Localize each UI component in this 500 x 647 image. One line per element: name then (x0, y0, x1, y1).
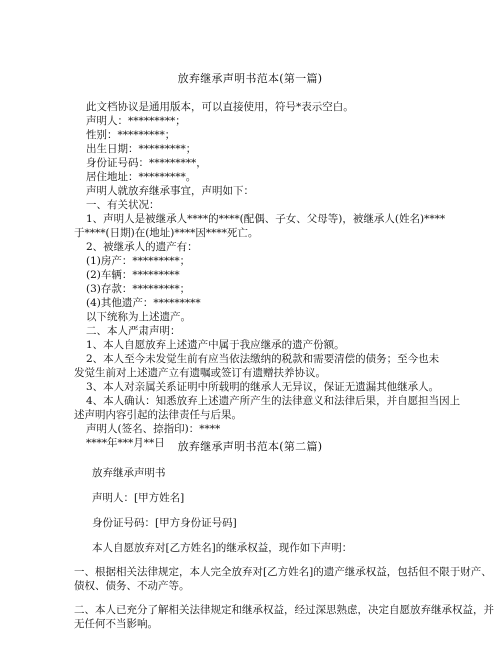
declaration-1: 1、本人自愿放弃上述遗产中属于我应继承的遗产份额。 (86, 339, 345, 351)
field-birthdate: 出生日期：*********； (86, 143, 197, 155)
doc1-title: 放弃继承声明书范本(第一篇) (177, 72, 323, 85)
doc2-heading: 放弃继承声明书 (92, 467, 166, 479)
declaration-3: 3、本人对亲属关系证明中所载明的继承人无异议，保证无遗漏其他继承人。 (86, 381, 440, 393)
field-gender: 性别：*********； (86, 129, 176, 141)
doc1-statement: 声明人就放弃继承事宜，声明如下： (86, 185, 254, 197)
section2-title: 二、本人严肃声明： (86, 325, 181, 337)
item1-continuation: 于****(日期)在(地址)****因****死亡。 (74, 227, 259, 239)
asset-house: (1)房产：*********； (86, 255, 191, 267)
asset-vehicle: (2)车辆：********* (86, 269, 180, 281)
item1-text: 1、声明人是被继承人****的****(配偶、子女、父母等)，被继承人(姓名)**** (86, 213, 446, 225)
declaration-2: 2、本人至今未发觉生前有应当依法缴纳的税款和需要清偿的债务；至今也未 (86, 353, 440, 365)
section1-title: 一、有关状况： (86, 199, 160, 211)
doc2-paragraph-1: 一、根据相关法律规定，本人完全放弃对[乙方姓名]的遗产继承权益，包括但不限于财产、债权、债务、不动产等。 (74, 566, 492, 592)
hereafter-note: 以下统称为上述遗产。 (86, 311, 191, 323)
date-line: ****年***月**日 (86, 437, 165, 449)
doc1-intro: 此文档协议是通用版本，可以直接使用，符号*表示空白。 (86, 101, 354, 113)
doc2-intro: 本人自愿放弃对[乙方姓名]的继承权益，现作如下声明： (92, 542, 353, 554)
field-address: 居住地址：*********。 (86, 171, 197, 183)
signature-line: 声明人(签名、捺指印)：**** (86, 423, 221, 435)
asset-deposit: (3)存款：*********； (86, 283, 191, 295)
field-declarant: 声明人：*********； (86, 115, 186, 127)
field-id-number: 身份证号码：*********， (86, 157, 207, 169)
declaration-4: 4、本人确认：知悉放弃上述遗产所产生的法律意义和法律后果，并自愿担当因上 (86, 395, 461, 407)
declaration-2-continuation: 发觉生前对上述遗产立有遗嘱或签订有遗赠扶养协议。 (74, 367, 326, 379)
doc2-paragraph-2: 二、本人已充分了解相关法律规定和继承权益，经过深思熟虑，决定自愿放弃继承权益，并无任何不当影响。 (74, 604, 494, 630)
doc2-declarant: 声明人：[甲方姓名] (92, 492, 185, 504)
declaration-4-continuation: 述声明内容引起的法律责任与后果。 (74, 409, 242, 421)
doc2-id-number: 身份证号码：[甲方身份证号码] (92, 517, 237, 529)
item2-text: 2、被继承人的遗产有： (86, 241, 198, 253)
asset-other: (4)其他遗产：********* (86, 297, 201, 309)
doc2-title: 放弃继承声明书范本(第二篇) (177, 440, 323, 453)
